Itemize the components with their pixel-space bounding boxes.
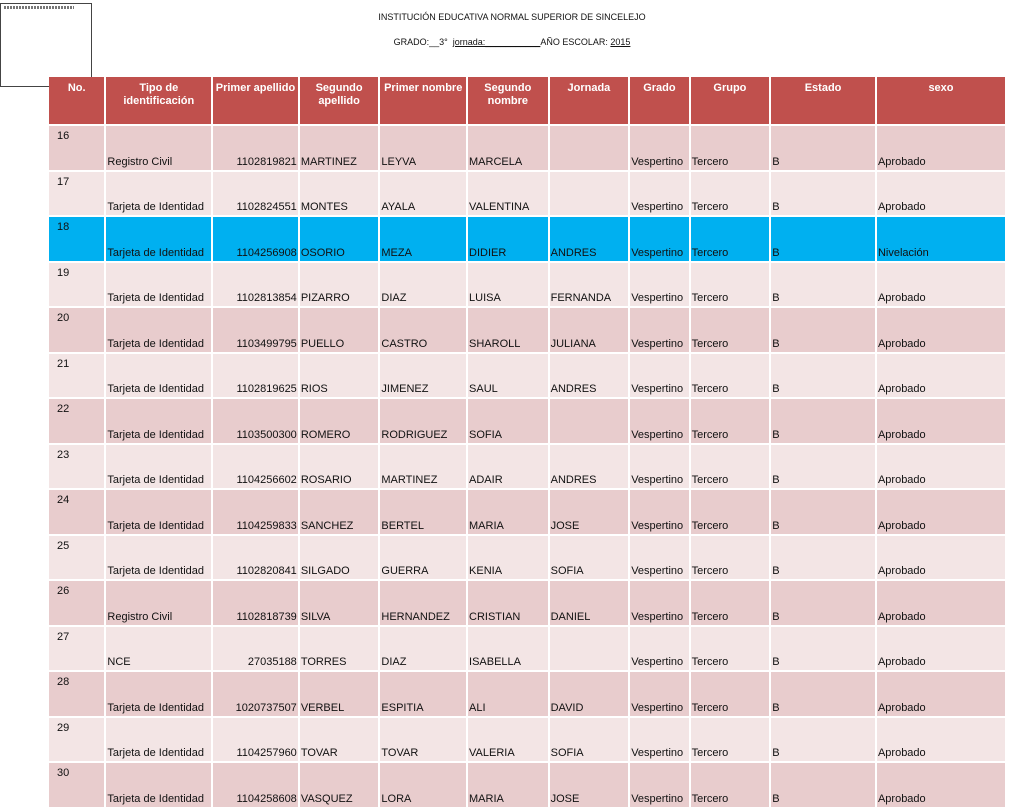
cell-grado: Tercero bbox=[691, 399, 770, 445]
cell-estado: Aprobado bbox=[877, 399, 1005, 445]
cell-grado: Tercero bbox=[691, 308, 770, 354]
cell-apellido2: TOVAR bbox=[380, 718, 466, 764]
cell-apellido1: MARTINEZ bbox=[300, 126, 379, 172]
cell-id: 1102824551 bbox=[213, 172, 298, 218]
cell-estado: Aprobado bbox=[877, 490, 1005, 536]
cell-grado: Tercero bbox=[691, 445, 770, 491]
cell-nombre1: CRISTIAN bbox=[468, 581, 548, 627]
table-row bbox=[49, 763, 1005, 809]
cell-grupo: B bbox=[771, 354, 875, 400]
cell-grupo: B bbox=[771, 581, 875, 627]
cell-id: 1103500300 bbox=[213, 399, 298, 445]
cell-tipo: Tarjeta de Identidad bbox=[106, 445, 211, 491]
cell-jornada: Vespertino bbox=[630, 126, 688, 172]
cell-id: 1104256602 bbox=[213, 445, 298, 491]
cell-estado: Aprobado bbox=[877, 718, 1005, 764]
cell-jornada: Vespertino bbox=[630, 308, 688, 354]
cell-estado: Aprobado bbox=[877, 445, 1005, 491]
cell-jornada: Vespertino bbox=[630, 627, 688, 673]
col-header: No. bbox=[49, 77, 104, 126]
cell-grupo: B bbox=[771, 536, 875, 582]
cell-nombre1: DIDIER bbox=[468, 217, 548, 263]
table-row bbox=[49, 718, 1005, 764]
cell-estado: Aprobado bbox=[877, 536, 1005, 582]
cell-nombre2: JOSE bbox=[550, 763, 629, 809]
cell-no: 20 bbox=[49, 308, 104, 354]
cell-nombre1: ADAIR bbox=[468, 445, 548, 491]
cell-apellido2: BERTEL bbox=[380, 490, 466, 536]
table-row bbox=[49, 399, 1005, 445]
cell-id: 1104256908 bbox=[213, 217, 298, 263]
cell-tipo: Registro Civil bbox=[106, 126, 211, 172]
cell-apellido1: OSORIO bbox=[300, 217, 379, 263]
cell-nombre2: FERNANDA bbox=[550, 263, 629, 309]
cell-nombre2 bbox=[550, 399, 629, 445]
anio-value: 2015 bbox=[610, 37, 631, 47]
table-row bbox=[49, 445, 1005, 491]
cell-tipo: Tarjeta de Identidad bbox=[106, 217, 211, 263]
cell-apellido2: CASTRO bbox=[380, 308, 466, 354]
cell-apellido2: JIMENEZ bbox=[380, 354, 466, 400]
cell-apellido2: DIAZ bbox=[380, 263, 466, 309]
cell-nombre2: ANDRES bbox=[550, 445, 629, 491]
table-row bbox=[49, 354, 1005, 400]
col-header: Grupo bbox=[691, 77, 770, 126]
cell-grado: Tercero bbox=[691, 217, 770, 263]
cell-estado: Aprobado bbox=[877, 263, 1005, 309]
cell-apellido1: VASQUEZ bbox=[300, 763, 379, 809]
cell-apellido2: AYALA bbox=[380, 172, 466, 218]
col-header: Segundo nombre bbox=[468, 77, 548, 126]
cell-tipo: Registro Civil bbox=[106, 581, 211, 627]
cell-nombre1: MARCELA bbox=[468, 126, 548, 172]
cell-grupo: B bbox=[771, 172, 875, 218]
cell-apellido2: RODRIGUEZ bbox=[380, 399, 466, 445]
table-row bbox=[49, 536, 1005, 582]
col-header: Estado bbox=[771, 77, 875, 126]
cell-grado: Tercero bbox=[691, 536, 770, 582]
cell-no: 25 bbox=[49, 536, 104, 582]
cell-grupo: B bbox=[771, 126, 875, 172]
cell-no: 17 bbox=[49, 172, 104, 218]
col-header: Primer nombre bbox=[380, 77, 466, 126]
cell-nombre2 bbox=[550, 126, 629, 172]
table-row bbox=[49, 217, 1005, 263]
cell-apellido1: PUELLO bbox=[300, 308, 379, 354]
cell-jornada: Vespertino bbox=[630, 763, 688, 809]
cell-jornada: Vespertino bbox=[630, 581, 688, 627]
cell-id: 1102813854 bbox=[213, 263, 298, 309]
cell-tipo: Tarjeta de Identidad bbox=[106, 172, 211, 218]
cell-nombre2: ANDRES bbox=[550, 217, 629, 263]
table-row bbox=[49, 581, 1005, 627]
cell-tipo: Tarjeta de Identidad bbox=[106, 718, 211, 764]
cell-jornada: Vespertino bbox=[630, 354, 688, 400]
cell-no: 23 bbox=[49, 445, 104, 491]
cell-jornada: Vespertino bbox=[630, 217, 688, 263]
table-row bbox=[49, 490, 1005, 536]
cell-estado: Aprobado bbox=[877, 172, 1005, 218]
cell-nombre1: VALENTINA bbox=[468, 172, 548, 218]
cell-grado: Tercero bbox=[691, 672, 770, 718]
cell-apellido1: TOVAR bbox=[300, 718, 379, 764]
cell-no: 27 bbox=[49, 627, 104, 673]
cell-nombre1: ISABELLA bbox=[468, 627, 548, 673]
cell-no: 24 bbox=[49, 490, 104, 536]
cell-grupo: B bbox=[771, 217, 875, 263]
cell-apellido1: MONTES bbox=[300, 172, 379, 218]
cell-nombre1: SAUL bbox=[468, 354, 548, 400]
cell-estado: Aprobado bbox=[877, 126, 1005, 172]
cell-jornada: Vespertino bbox=[630, 718, 688, 764]
cell-grado: Tercero bbox=[691, 126, 770, 172]
cell-id: 1102820841 bbox=[213, 536, 298, 582]
cell-id: 27035188 bbox=[213, 627, 298, 673]
cell-no: 16 bbox=[49, 126, 104, 172]
cell-grupo: B bbox=[771, 263, 875, 309]
cell-nombre1: MARIA bbox=[468, 763, 548, 809]
cell-estado: Aprobado bbox=[877, 581, 1005, 627]
cell-id: 1102818739 bbox=[213, 581, 298, 627]
cell-jornada: Vespertino bbox=[630, 490, 688, 536]
cell-no: 30 bbox=[49, 763, 104, 809]
cell-apellido1: VERBEL bbox=[300, 672, 379, 718]
cell-nombre2: DANIEL bbox=[550, 581, 629, 627]
cell-estado: Aprobado bbox=[877, 627, 1005, 673]
cell-apellido2: HERNANDEZ bbox=[380, 581, 466, 627]
cell-tipo: Tarjeta de Identidad bbox=[106, 536, 211, 582]
cell-nombre2: JOSE bbox=[550, 490, 629, 536]
cell-apellido2: LEYVA bbox=[380, 126, 466, 172]
cell-apellido2: DIAZ bbox=[380, 627, 466, 673]
cell-grupo: B bbox=[771, 718, 875, 764]
cell-nombre1: SOFIA bbox=[468, 399, 548, 445]
cell-no: 29 bbox=[49, 718, 104, 764]
cell-tipo: Tarjeta de Identidad bbox=[106, 354, 211, 400]
header-row bbox=[49, 77, 1005, 126]
cell-estado: Aprobado bbox=[877, 672, 1005, 718]
cell-jornada: Vespertino bbox=[630, 445, 688, 491]
cell-nombre1: VALERIA bbox=[468, 718, 548, 764]
cell-nombre1: MARIA bbox=[468, 490, 548, 536]
cell-tipo: Tarjeta de Identidad bbox=[106, 308, 211, 354]
grade-line bbox=[0, 37, 1024, 47]
col-header: Primer apellido bbox=[213, 77, 298, 126]
cell-grupo: B bbox=[771, 627, 875, 673]
table-row bbox=[49, 263, 1005, 309]
cell-no: 19 bbox=[49, 263, 104, 309]
cell-tipo: NCE bbox=[106, 627, 211, 673]
cell-tipo: Tarjeta de Identidad bbox=[106, 490, 211, 536]
table-row bbox=[49, 308, 1005, 354]
cell-nombre2: DAVID bbox=[550, 672, 629, 718]
col-header: Segundo apellido bbox=[300, 77, 379, 126]
cell-no: 22 bbox=[49, 399, 104, 445]
cell-grado: Tercero bbox=[691, 718, 770, 764]
cell-id: 1104257960 bbox=[213, 718, 298, 764]
cell-grupo: B bbox=[771, 672, 875, 718]
cell-grupo: B bbox=[771, 763, 875, 809]
cell-apellido1: TORRES bbox=[300, 627, 379, 673]
cell-estado: Aprobado bbox=[877, 354, 1005, 400]
col-header: Grado bbox=[630, 77, 688, 126]
cell-grado: Tercero bbox=[691, 490, 770, 536]
cell-tipo: Tarjeta de Identidad bbox=[106, 263, 211, 309]
cell-nombre2: JULIANA bbox=[550, 308, 629, 354]
cell-apellido1: SILVA bbox=[300, 581, 379, 627]
cell-nombre2: SOFIA bbox=[550, 536, 629, 582]
cell-nombre2 bbox=[550, 172, 629, 218]
cell-nombre2: ANDRES bbox=[550, 354, 629, 400]
cell-no: 26 bbox=[49, 581, 104, 627]
cell-nombre2: SOFIA bbox=[550, 718, 629, 764]
cell-grupo: B bbox=[771, 308, 875, 354]
cell-jornada: Vespertino bbox=[630, 172, 688, 218]
cell-id: 1104258608 bbox=[213, 763, 298, 809]
cell-grupo: B bbox=[771, 445, 875, 491]
cell-grado: Tercero bbox=[691, 354, 770, 400]
cell-id: 1020737507 bbox=[213, 672, 298, 718]
cell-no: 21 bbox=[49, 354, 104, 400]
col-header: sexo bbox=[877, 77, 1005, 126]
cell-no: 18 bbox=[49, 217, 104, 263]
cell-id: 1102819821 bbox=[213, 126, 298, 172]
table-row bbox=[49, 172, 1005, 218]
cell-apellido2: ESPITIA bbox=[380, 672, 466, 718]
cell-estado: Aprobado bbox=[877, 763, 1005, 809]
anio-label: AÑO ESCOLAR: bbox=[540, 37, 608, 47]
cell-grado: Tercero bbox=[691, 581, 770, 627]
cell-apellido1: PIZARRO bbox=[300, 263, 379, 309]
cell-apellido1: SANCHEZ bbox=[300, 490, 379, 536]
cell-apellido1: ROSARIO bbox=[300, 445, 379, 491]
cell-jornada: Vespertino bbox=[630, 399, 688, 445]
cell-estado: Nivelación bbox=[877, 217, 1005, 263]
cell-tipo: Tarjeta de Identidad bbox=[106, 672, 211, 718]
cell-grado: Tercero bbox=[691, 763, 770, 809]
table-row bbox=[49, 126, 1005, 172]
cell-grupo: B bbox=[771, 399, 875, 445]
cell-estado: Aprobado bbox=[877, 308, 1005, 354]
cell-tipo: Tarjeta de Identidad bbox=[106, 763, 211, 809]
cell-apellido2: LORA bbox=[380, 763, 466, 809]
jornada-label: jornada:___________ bbox=[452, 37, 541, 47]
cell-apellido1: RIOS bbox=[300, 354, 379, 400]
grado-value: 3° bbox=[439, 37, 448, 47]
col-header: Tipo de identificación bbox=[106, 77, 211, 126]
cell-apellido1: ROMERO bbox=[300, 399, 379, 445]
cell-no: 28 bbox=[49, 672, 104, 718]
grado-prefix: GRADO:__ bbox=[393, 37, 440, 47]
cell-id: 1102819625 bbox=[213, 354, 298, 400]
student-table bbox=[47, 77, 1007, 809]
cell-apellido2: GUERRA bbox=[380, 536, 466, 582]
institution-title: INSTITUCIÓN EDUCATIVA NORMAL SUPERIOR DE SINCELEJO bbox=[378, 12, 646, 22]
cell-jornada: Vespertino bbox=[630, 672, 688, 718]
cell-apellido1: SILGADO bbox=[300, 536, 379, 582]
table-row bbox=[49, 672, 1005, 718]
cell-grado: Tercero bbox=[691, 263, 770, 309]
cell-grado: Tercero bbox=[691, 627, 770, 673]
cell-jornada: Vespertino bbox=[630, 263, 688, 309]
cell-id: 1104259833 bbox=[213, 490, 298, 536]
cell-id: 1103499795 bbox=[213, 308, 298, 354]
cell-nombre1: LUISA bbox=[468, 263, 548, 309]
cell-nombre1: SHAROLL bbox=[468, 308, 548, 354]
cell-grado: Tercero bbox=[691, 172, 770, 218]
cell-grupo: B bbox=[771, 490, 875, 536]
cell-jornada: Vespertino bbox=[630, 536, 688, 582]
table-row bbox=[49, 627, 1005, 673]
cell-tipo: Tarjeta de Identidad bbox=[106, 399, 211, 445]
cell-nombre2 bbox=[550, 627, 629, 673]
cell-apellido2: MEZA bbox=[380, 217, 466, 263]
cell-apellido2: MARTINEZ bbox=[380, 445, 466, 491]
col-header: Jornada bbox=[550, 77, 629, 126]
cell-nombre1: ALI bbox=[468, 672, 548, 718]
cell-nombre1: KENIA bbox=[468, 536, 548, 582]
